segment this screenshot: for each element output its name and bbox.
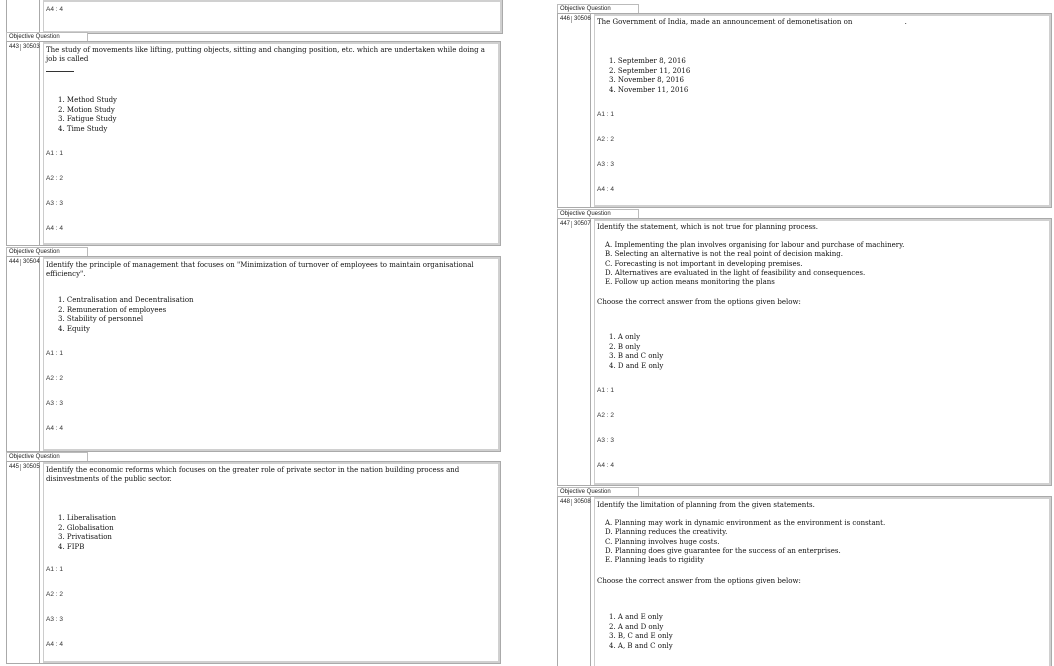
answer-option[interactable]: A4 : 4	[46, 225, 63, 232]
statement-item: E. Planning leads to rigidity	[605, 556, 705, 565]
option-item: 3. Fatigue Study	[58, 115, 117, 123]
option-item: 3. November 8, 2016	[609, 76, 684, 84]
statements-list	[605, 519, 885, 565]
left-column	[6, 0, 501, 666]
question-body	[594, 497, 1051, 666]
answer-option[interactable]: A4 : 4	[597, 462, 614, 469]
answer-option[interactable]: A1 : 1	[597, 111, 614, 118]
id-column	[7, 257, 40, 451]
option-item: 2. Motion Study	[58, 105, 115, 114]
question-type-label: Objective Question	[6, 32, 88, 42]
id-column	[558, 219, 591, 485]
question-text: Identify the economic reforms which focuses on the greater role of private sector in the nation building process and disinvestments of the public sector.	[46, 466, 460, 483]
option-item: 4. D and E only	[609, 361, 664, 370]
options-list	[609, 333, 663, 371]
answer-option[interactable]: A4 : 4	[46, 425, 63, 432]
id-column	[558, 14, 591, 207]
statements-list	[605, 241, 904, 287]
id-column	[7, 0, 40, 33]
answer-option[interactable]: A1 : 1	[46, 350, 63, 357]
question-number: 448	[560, 499, 571, 505]
option-item: 4. A, B and C only	[609, 641, 673, 650]
question-box	[6, 41, 501, 246]
instruction-text: Choose the correct answer from the options given below:	[597, 577, 801, 585]
question-card-446	[557, 4, 1052, 208]
question-body	[43, 42, 500, 245]
question-fragment-top	[6, 0, 503, 34]
options-list	[609, 613, 673, 651]
option-item: 2. A and D only	[609, 622, 664, 631]
question-text: Identify the principle of management that focuses on "Minimization of turnover of employees to maintain organisational efficiency".	[46, 261, 474, 278]
answer-option[interactable]: A2 : 2	[597, 136, 614, 143]
statement-item: D. Alternatives are evaluated in the light of feasibility and consequences.	[605, 268, 866, 277]
option-item: 1. Liberalisation	[58, 514, 116, 522]
answer-option[interactable]: A2 : 2	[597, 412, 614, 419]
statement-item: D. Planning reduces the creativity.	[605, 528, 728, 537]
question-text-content: The study of movements like lifting, putting objects, sitting and changing position, etc. which are undertaken while doing a job is called	[46, 46, 485, 63]
question-box	[557, 496, 1052, 666]
question-body	[43, 462, 500, 663]
answer-option[interactable]: A2 : 2	[46, 175, 63, 182]
option-item: 3. Stability of personnel	[58, 315, 144, 323]
question-body	[43, 257, 500, 451]
option-item: 2. September 11, 2016	[609, 66, 691, 75]
question-card-448	[557, 487, 1052, 666]
option-item: 1. A only	[609, 333, 641, 341]
right-column	[557, 0, 1052, 666]
question-type-label: Objective Question	[557, 209, 639, 219]
option-item: 2. B only	[609, 342, 641, 351]
question-text	[46, 46, 492, 75]
option-item: 2. Remuneration of employees	[58, 305, 167, 314]
option-item: 3. B, C and E only	[609, 632, 673, 640]
question-type-label: Objective Question	[557, 4, 639, 14]
option-item: 4. FIPB	[58, 542, 85, 551]
options-list	[58, 296, 194, 334]
option-item: 2. Globalisation	[58, 523, 114, 532]
id-column	[558, 497, 591, 666]
question-number: 447	[560, 221, 571, 227]
options-list	[58, 96, 117, 134]
question-card-444	[6, 247, 501, 452]
option-item: 1. Method Study	[58, 96, 118, 104]
question-body	[594, 219, 1051, 485]
answer-option[interactable]: A4 : 4	[46, 641, 63, 648]
question-box	[6, 461, 501, 664]
question-card-445	[6, 452, 501, 664]
answer-option[interactable]: A2 : 2	[46, 375, 63, 382]
question-body	[594, 14, 1051, 207]
answer-option[interactable]: A3 : 3	[46, 400, 63, 407]
question-text: Identify the limitation of planning from the given statements.	[597, 501, 815, 509]
question-id: 30507	[571, 221, 591, 228]
option-item: 3. B and C only	[609, 352, 664, 360]
question-id: 30505	[20, 464, 40, 471]
question-card-447	[557, 209, 1052, 486]
answer-option[interactable]: A1 : 1	[46, 566, 63, 573]
answer-option[interactable]: A4 : 4	[597, 186, 614, 193]
question-id: 30508	[571, 499, 591, 506]
answer-option[interactable]: A3 : 3	[597, 437, 614, 444]
question-box	[557, 13, 1052, 208]
answer-option[interactable]: A4 : 4	[46, 6, 63, 13]
statement-item: A. Implementing the plan involves organising for labour and purchase of machinery.	[605, 241, 905, 249]
id-column	[7, 462, 40, 663]
answer-option[interactable]: A3 : 3	[597, 161, 614, 168]
option-item: 4. November 11, 2016	[609, 85, 689, 94]
statement-item: C. Forecasting is not important in developing premises.	[605, 259, 803, 268]
question-text: The Government of India, made an announcement of demonetisation on .	[597, 18, 907, 26]
statement-item: D. Planning does give guarantee for the success of an enterprises.	[605, 546, 841, 555]
option-item: 1. Centralisation and Decentralisation	[58, 296, 194, 304]
question-text: Identify the statement, which is not true for planning process.	[597, 223, 818, 231]
question-text-content: The Government of India, made an announcement of demonetisation on	[597, 18, 853, 26]
question-id: 30506	[571, 16, 591, 23]
instruction-text: Choose the correct answer from the options given below:	[597, 298, 801, 306]
question-body	[43, 0, 502, 33]
question-type-label: Objective Question	[6, 247, 88, 257]
question-number: 443	[9, 44, 20, 50]
question-number: 444	[9, 259, 20, 265]
option-item: 3. Privatisation	[58, 533, 112, 541]
question-number: 445	[9, 464, 20, 470]
question-box	[557, 218, 1052, 486]
statement-item: A. Planning may work in dynamic environment as the environment is constant.	[605, 519, 886, 527]
answer-option[interactable]: A2 : 2	[46, 591, 63, 598]
answer-blank	[46, 64, 74, 72]
question-number: 446	[560, 16, 571, 22]
statement-item: B. Selecting an alternative is not the real point of decision making.	[605, 250, 843, 259]
statement-item: E. Follow up action means monitoring the plans	[605, 278, 775, 287]
question-id: 30504	[20, 259, 40, 266]
question-type-label: Objective Question	[6, 452, 88, 462]
question-id: 30503	[20, 44, 40, 51]
option-item: 4. Equity	[58, 324, 91, 333]
statement-item: C. Planning involves huge costs.	[605, 537, 720, 546]
answer-option[interactable]: A3 : 3	[46, 200, 63, 207]
answer-option[interactable]: A3 : 3	[46, 616, 63, 623]
options-list	[58, 514, 116, 552]
id-column	[7, 42, 40, 245]
answer-option[interactable]: A1 : 1	[597, 387, 614, 394]
question-type-label: Objective Question	[557, 487, 639, 497]
question-card-443	[6, 32, 501, 246]
answer-option[interactable]: A1 : 1	[46, 150, 63, 157]
option-item: 1. A and E only	[609, 613, 663, 621]
option-item: 4. Time Study	[58, 124, 108, 133]
question-box	[6, 256, 501, 452]
options-list	[609, 57, 690, 95]
option-item: 1. September 8, 2016	[609, 57, 686, 65]
